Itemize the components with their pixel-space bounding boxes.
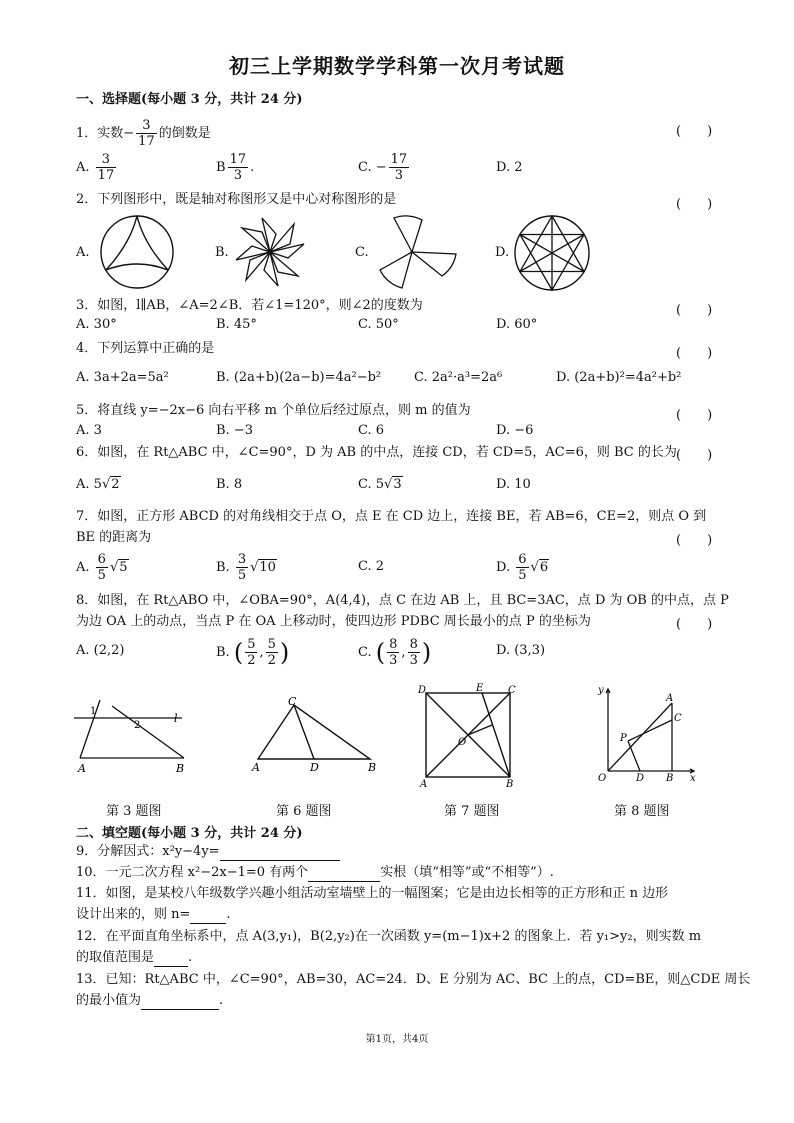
question-4: 4．下列运算中正确的是 — [76, 341, 215, 356]
question-11-line-1: 11．如图，是某校八年级数学兴趣小组活动室墙壁上的一幅图案；它是由边长相等的正方形和正 n 边形 — [76, 886, 669, 901]
q6-option-d: D. 10 — [496, 477, 531, 492]
question-8-line-2: 为边 OA 上的动点，当点 P 在 OA 上移动时，使四边形 PDBC 周长最小的点 P 的坐标为 — [76, 614, 591, 629]
figure-q7 — [414, 683, 524, 789]
q2-option-b-figure — [232, 214, 308, 290]
q2-option-a-figure — [94, 214, 180, 290]
fig8-label-b: B — [666, 773, 674, 783]
q4-option-a: A. 3a+2a=5a² — [76, 370, 169, 385]
caption-figure-8: 第 8 题图 — [614, 804, 670, 819]
answer-blank-12[interactable] — [154, 966, 188, 967]
fig7-label-b: B — [506, 779, 514, 789]
q5-option-c: C. 6 — [358, 423, 385, 438]
fig7-label-a: A — [420, 779, 428, 789]
q8-option-b: B. ( $\frac{5}{2}$ , $\frac{5}{2}$ ) — [216, 637, 290, 668]
fig8-label-a: A — [666, 693, 674, 704]
q5-option-a: A. 3 — [76, 423, 102, 438]
fig8-label-c: C — [674, 713, 682, 724]
fig6-label-d: D — [310, 761, 319, 774]
fig7-label-c: C — [508, 685, 516, 696]
fig6-label-b: B — [368, 761, 377, 774]
question-3: 3．如图，l∥AB，∠A=2∠B．若∠1=120°，则∠2的度数为 — [76, 298, 423, 313]
question-11-line-2: 设计出来的，则 n= . — [76, 907, 231, 922]
q6-option-b: B. 8 — [216, 477, 243, 492]
answer-paren-8: ( ) — [676, 617, 713, 632]
question-12-line-1: 12．在平面直角坐标系中，点 A(3,y₁)，B(2,y₂)在一次函数 y=(m−1)x+2 的图象上．若 y₁>y₂，则实数 m — [76, 929, 702, 944]
q8-option-c: C. ( $\frac{8}{3}$ , $\frac{8}{3}$ ) — [358, 637, 432, 668]
question-13-line-1: 13．已知：Rt△ABC 中，∠C=90°，AB=30，AC=24．D、E 分别为 AC、BC 上的点，CD=BE，则△CDE 周长 — [76, 972, 751, 987]
caption-figure-6: 第 6 题图 — [276, 804, 332, 819]
question-13-line-2: 的最小值为 . — [76, 993, 224, 1008]
fig8-label-o: O — [598, 773, 607, 783]
fig3-label-1: 1 — [90, 706, 97, 717]
q7-option-c: C. 2 — [358, 559, 385, 574]
fig8-label-y: y — [598, 685, 604, 696]
q1-option-d: D. 2 — [496, 160, 523, 175]
caption-figure-3: 第 3 题图 — [106, 804, 162, 819]
figure-q8 — [592, 683, 702, 783]
answer-paren-4: ( ) — [676, 346, 713, 361]
fig8-label-d: D — [636, 773, 645, 783]
fig3-label-2: 2 — [134, 720, 141, 731]
page-footer: 第1页，共4页 — [365, 1034, 429, 1045]
q8-option-d: D. (3,3) — [496, 643, 546, 658]
question-12-line-2: 的取值范围是 . — [76, 950, 193, 965]
fig3-label-b: B — [176, 762, 185, 775]
q1-option-a: A. $\frac{3}{17}$ — [76, 152, 115, 183]
fig6-label-c: C — [288, 695, 297, 708]
q2-option-d-label: D. — [495, 245, 510, 260]
section-fill-heading: 二、填空题(每小题 3 分，共计 24 分) — [76, 826, 303, 841]
q2-option-d-figure — [512, 213, 592, 293]
question-7-line-2: BE 的距离为 — [76, 530, 152, 545]
question-2: 2．下列图形中，既是轴对称图形又是中心对称图形的是 — [76, 192, 397, 207]
answer-blank-13[interactable] — [141, 1009, 219, 1010]
answer-paren-3: ( ) — [676, 303, 713, 318]
answer-paren-6: ( ) — [676, 448, 713, 463]
fig8-label-x: x — [690, 773, 696, 783]
figure-q6 — [250, 695, 380, 775]
answer-blank-10[interactable] — [308, 881, 380, 882]
q7-option-a: A. $\frac{6}{5}$ √5 — [76, 552, 128, 583]
q4-option-c: C. 2a²·a³=2a⁶ — [414, 370, 503, 385]
q2-option-a-label: A. — [76, 245, 90, 260]
q1-option-b: B $\frac{17}{3}$ . — [216, 152, 255, 183]
q2-option-b-label: B. — [215, 245, 229, 260]
answer-paren-7: ( ) — [676, 533, 713, 548]
fig7-label-e: E — [476, 683, 484, 694]
q2-option-c-figure — [372, 214, 462, 290]
question-5: 5．将直线 y=−2x−6 向右平移 m 个单位后经过原点，则 m 的值为 — [76, 403, 471, 418]
q6-option-c: C. 5√3 — [358, 477, 402, 492]
q3-option-d: D. 60° — [496, 317, 538, 332]
exam-title: 初三上学期数学学科第一次月考试题 — [229, 54, 565, 78]
q8-option-a: A. (2,2) — [76, 643, 125, 658]
q7-option-d: D. $\frac{6}{5}$ √6 — [496, 552, 549, 583]
fig3-label-a: A — [78, 762, 86, 775]
question-1: 1．实数− $\frac{3}{17}$ 的倒数是 — [76, 118, 211, 149]
q6-option-a: A. 5√2 — [76, 477, 120, 492]
q7-option-b: B. $\frac{3}{5}$ √10 — [216, 552, 276, 583]
question-7-line-1: 7．如图，正方形 ABCD 的对角线相交于点 O，点 E 在 CD 边上，连接 BE，若 AB=6，CE=2，则点 O 到 — [76, 509, 707, 524]
question-9: 9．分解因式：x²y−4y= — [76, 843, 340, 861]
q1-option-c: C. − $\frac{17}{3}$ — [358, 152, 408, 183]
answer-blank-11[interactable] — [190, 923, 226, 924]
answer-blank-9[interactable] — [220, 860, 340, 861]
q5-option-b: B. −3 — [216, 423, 253, 438]
answer-paren-1: ( ) — [676, 124, 713, 139]
question-6: 6．如图，在 Rt△ABC 中，∠C=90°，D 为 AB 的中点，连接 CD，若 CD=5，AC=6，则 BC 的长为 — [76, 445, 677, 460]
fig3-label-l: l — [174, 712, 178, 725]
q4-option-b: B. (2a+b)(2a−b)=4a²−b² — [216, 370, 382, 385]
answer-paren-2: ( ) — [676, 197, 713, 212]
question-8-line-1: 8．如图，在 Rt△ABO 中，∠OBA=90°，A(4,4)，点 C 在边 AB 上，且 BC=3AC，点 D 为 OB 的中点，点 P — [76, 593, 729, 608]
fig8-label-p: P — [620, 733, 627, 744]
q3-option-b: B. 45° — [216, 317, 257, 332]
q4-option-d: D. (2a+b)²=4a²+b² — [556, 370, 682, 385]
question-10: 10．一元二次方程 x²−2x−1=0 有两个 实根（填“相等”或“不相等”）. — [76, 865, 554, 880]
fig7-label-o: O — [458, 737, 467, 748]
section-choice-heading: 一、选择题(每小题 3 分，共计 24 分) — [76, 92, 303, 107]
q2-option-c-label: C. — [355, 245, 369, 260]
q5-option-d: D. −6 — [496, 423, 534, 438]
q3-option-a: A. 30° — [76, 317, 117, 332]
caption-figure-7: 第 7 题图 — [444, 804, 500, 819]
q3-option-c: C. 50° — [358, 317, 399, 332]
fig6-label-a: A — [252, 761, 260, 774]
answer-paren-5: ( ) — [676, 408, 713, 423]
fig7-label-d: D — [418, 685, 427, 696]
figure-q3 — [74, 700, 192, 776]
